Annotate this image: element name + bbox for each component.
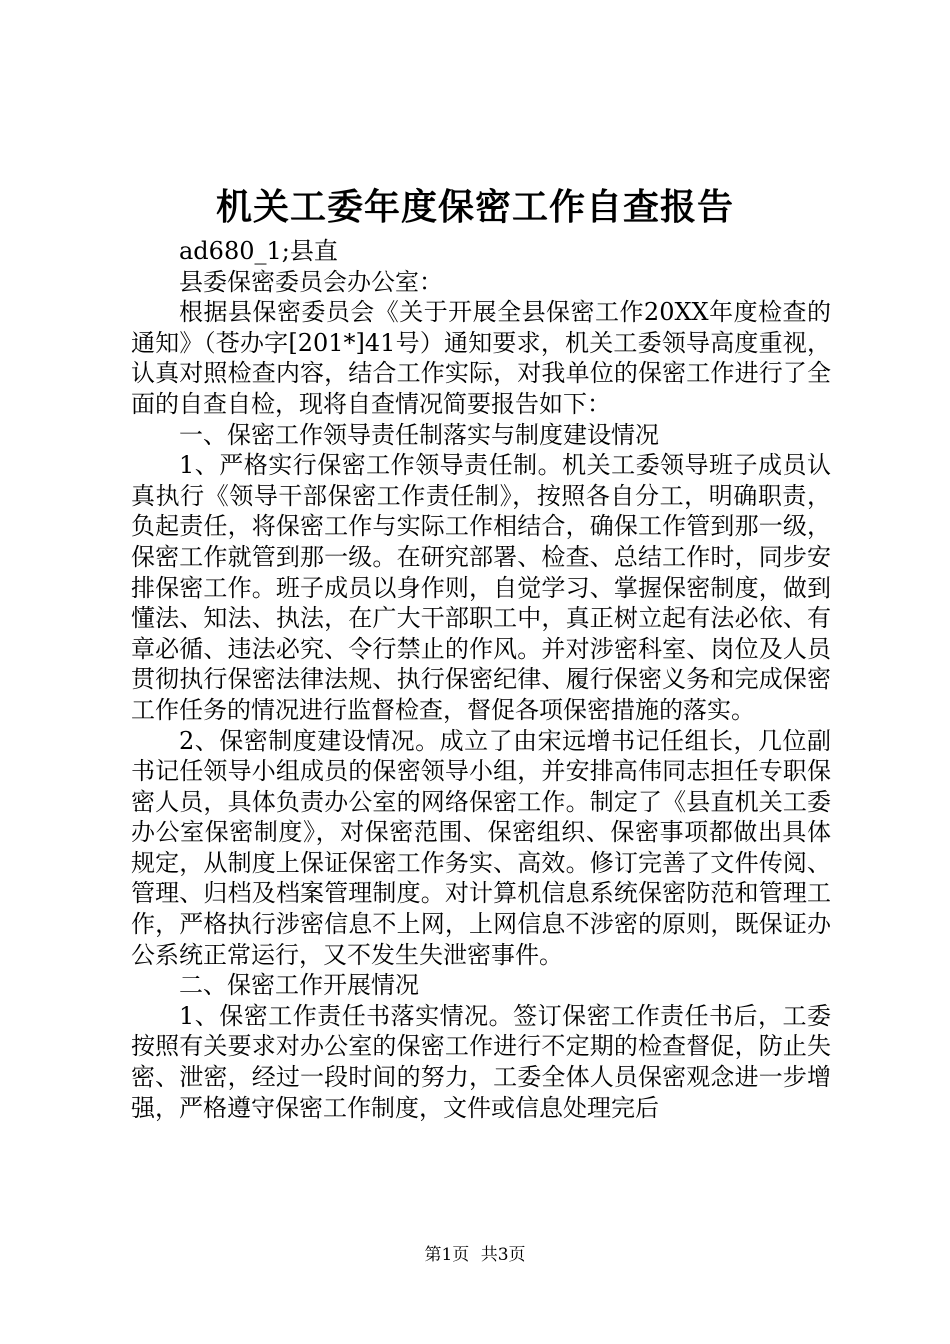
paragraph-2-1: 1、保密工作责任书落实情况。签订保密工作责任书后，工委按照有关要求对办公室的保密工作进行不定期的检查督促，防止失密、泄密，经过一段时间的努力，工委全体人员保密观念进一步增强，严格遵守保密工作制度，文件或信息处理完后 (131, 1001, 831, 1122)
document-body (131, 236, 831, 1123)
document-title: 机关工委年度保密工作自查报告 (215, 186, 734, 228)
paragraph-1-1: 1、严格实行保密工作领导责任制。机关工委领导班子成员认真执行《领导干部保密工作责任制》，按照各自分工，明确职责，负起责任，将保密工作与实际工作相结合，确保工作管到那一级，保密工作就管到那一级。在研究部署、检查、总结工作时，同步安排保密工作。班子成员以身作则，自觉学习、掌握保密制度，做到懂法、知法、执法，在广大干部职工中，真正树立起有法必依、有章必循、违法必究、令行禁止的作风。并对涉密科室、岗位及人员贯彻执行保密法律法规、执行保密纪律、履行保密义务和完成保密工作任务的情况进行监督检查，督促各项保密措施的落实。 (131, 451, 831, 724)
page-total: 共3页 (480, 1245, 526, 1265)
paragraph-1-2: 2、保密制度建设情况。成立了由宋远增书记任组长，几位副书记任领导小组成员的保密领导小组，并安排高伟同志担任专职保密人员，具体负责办公室的网络保密工作。制定了《县直机关工委办公室保密制度》，对保密范围、保密组织、保密事项都做出具体规定，从制度上保证保密工作务实、高效。修订完善了文件传阅、管理、归档及档案管理制度。对计算机信息系统保密防范和管理工作，严格执行涉密信息不上网，上网信息不涉密的原则，既保证办公系统正常运行，又不发生失泄密事件。 (131, 726, 831, 969)
section-heading-2: 二、保密工作开展情况 (179, 971, 419, 1000)
page-footer (0, 1244, 950, 1266)
paragraph-intro: 根据县保密委员会《关于开展全县保密工作20XX年度检查的通知》（苍办字[201*]41号）通知要求，机关工委领导高度重视，认真对照检查内容，结合工作实际，对我单位的保密工作进行了全面的自查自检，现将自查情况简要报告如下： (131, 298, 831, 418)
paragraph-reference: ad680_1;县直 (179, 237, 338, 265)
section-heading-1: 一、保密工作领导责任制落实与制度建设情况 (179, 420, 659, 449)
paragraph-addressee: 县委保密委员会办公室： (179, 267, 443, 296)
page-number: 第1页 (424, 1245, 470, 1265)
